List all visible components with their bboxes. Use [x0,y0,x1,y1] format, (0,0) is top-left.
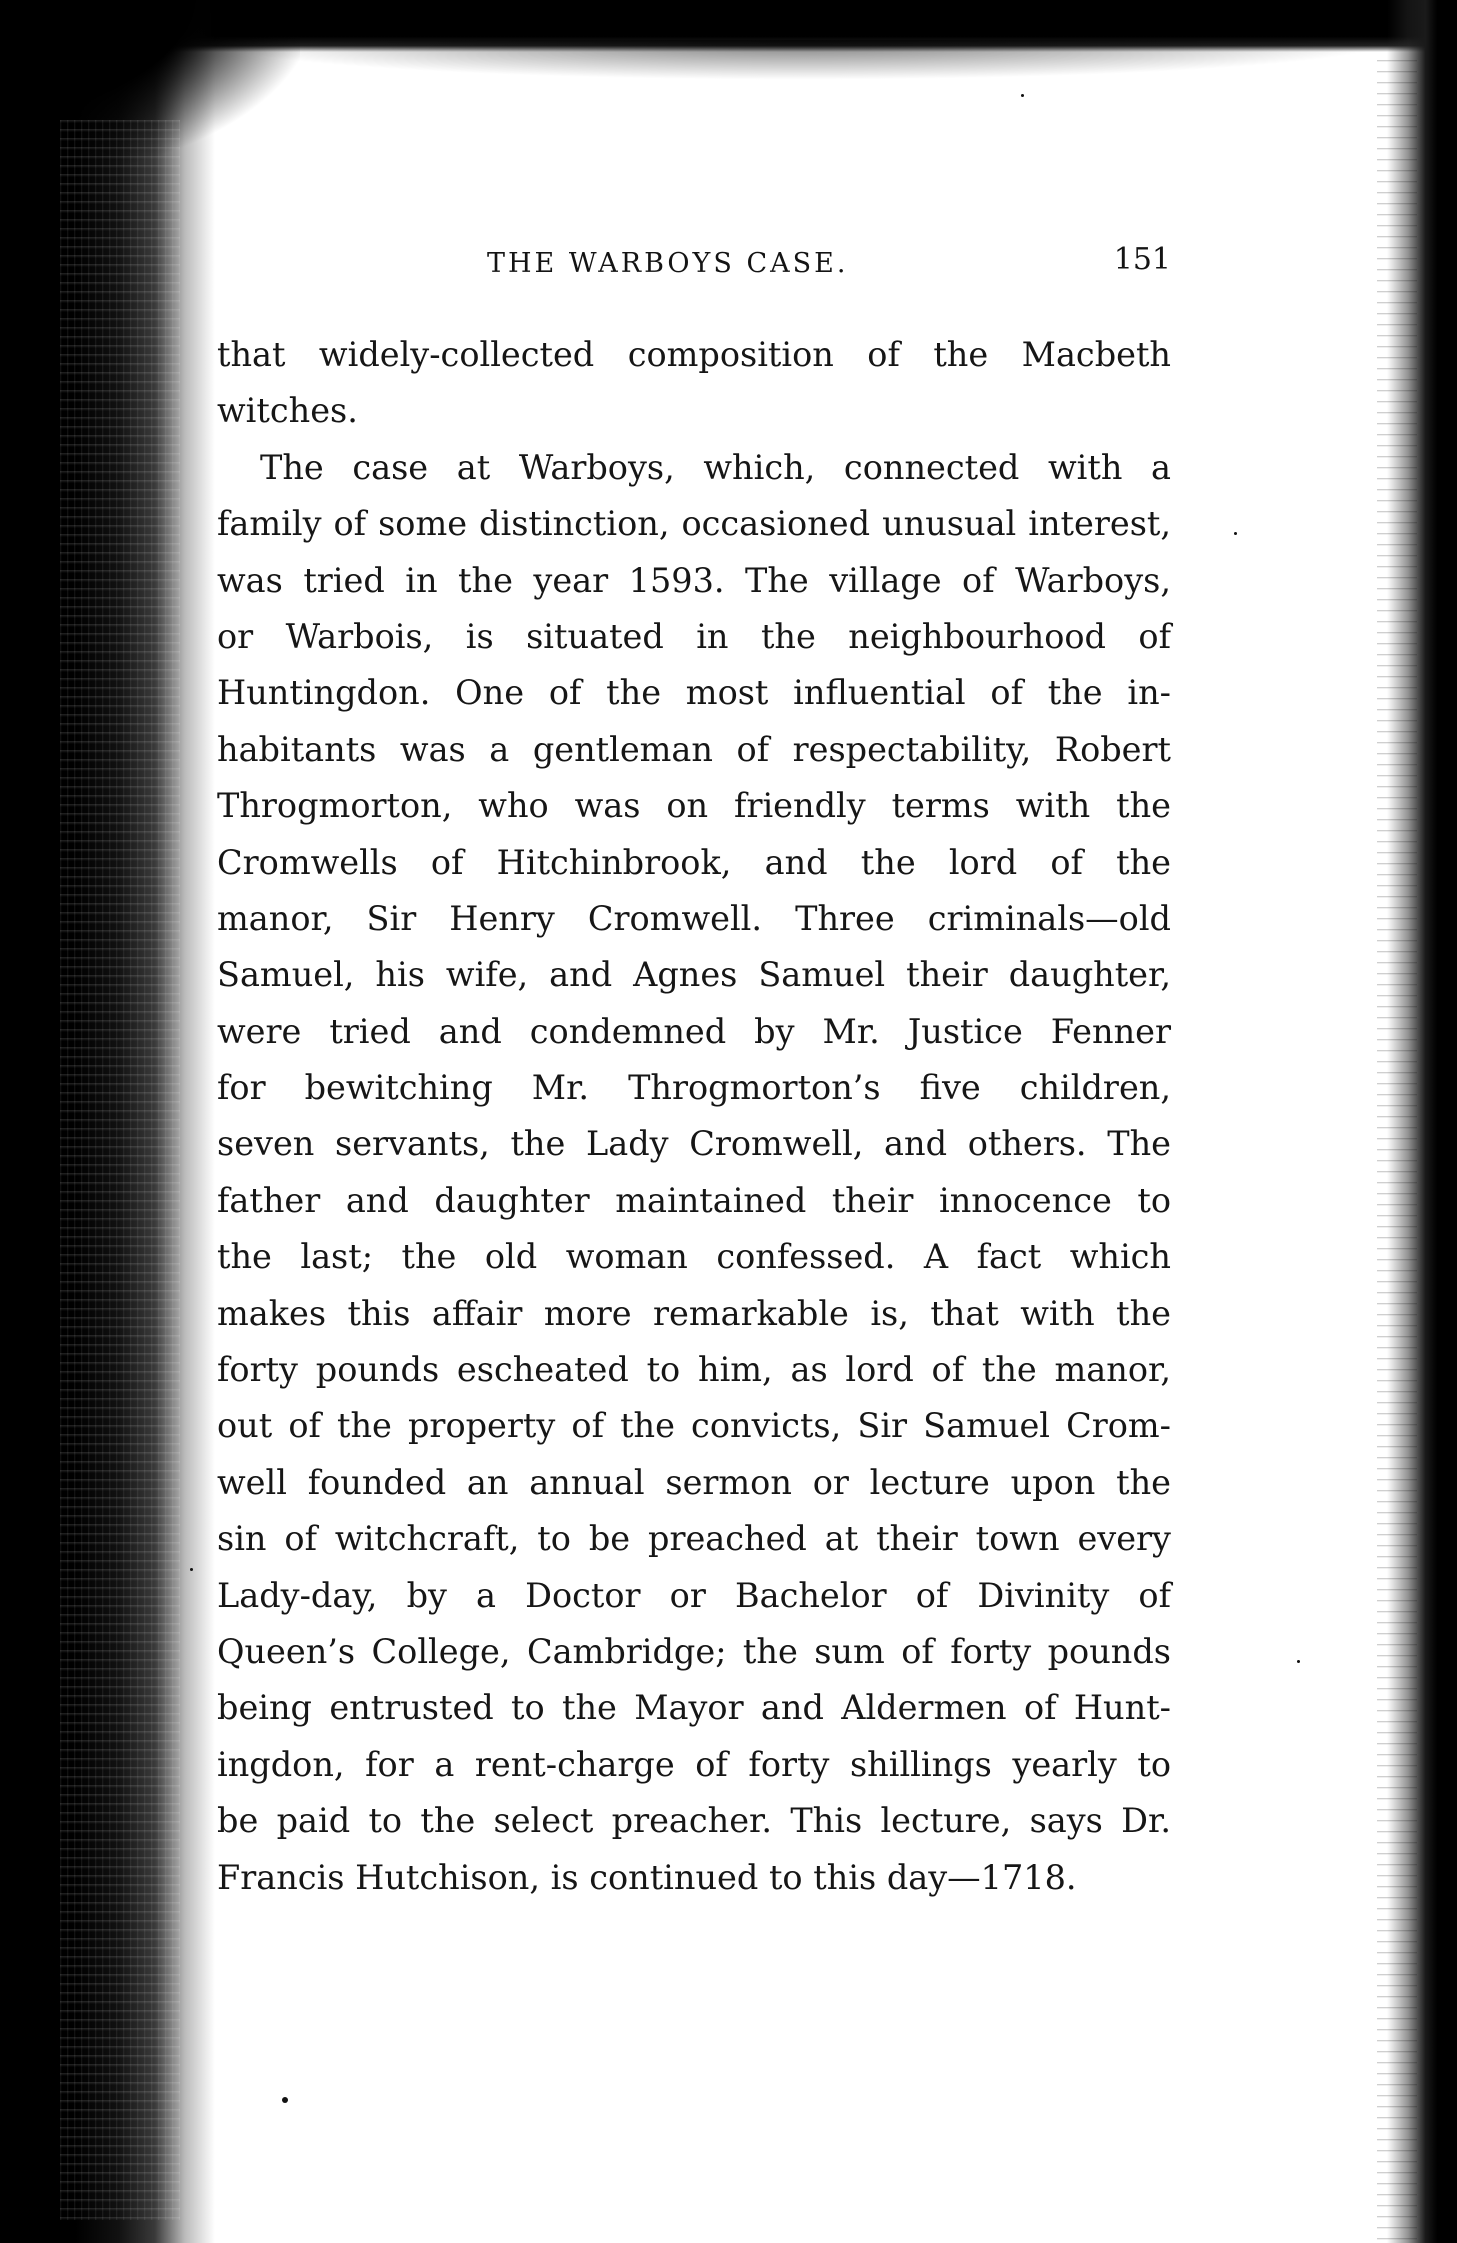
ink-speck [1021,94,1024,97]
scan-noise-right [1377,60,1417,2240]
text-line: being entrusted to the Mayor and Aldermen of Hunt- [217,1688,1171,1728]
text-line: the last; the old woman confessed. A fact which [217,1237,1171,1277]
text-line: Samuel, his wife, and Agnes Samuel their daughter, [217,955,1171,995]
text-line: well founded an annual sermon or lecture upon the [217,1462,1171,1502]
ink-speck [282,2097,288,2103]
text-line: The case at Warboys, which, connected with a [260,447,1171,487]
ink-speck [1297,1660,1300,1663]
text-line: for bewitching Mr. Throgmorton’s five children, [217,1068,1171,1108]
scan-shadow-top-fade [200,40,1400,80]
text-line: manor, Sir Henry Cromwell. Three criminals—old [217,898,1171,938]
text-line: or Warbois, is situated in the neighbourhood of [217,616,1171,656]
text-line: habitants was a gentleman of respectability, Robert [217,729,1171,769]
running-head: THE WARBOYS CASE. [487,248,849,279]
text-line: seven servants, the Lady Cromwell, and others. The [217,1124,1171,1164]
text-line: be paid to the select preacher. This lecture, says Dr. [217,1801,1171,1841]
text-line: Huntingdon. One of the most influential of the in- [217,673,1171,713]
text-line: Francis Hutchison, is continued to this day—1718. [217,1857,1077,1897]
scan-noise-binding [60,120,180,2220]
page-number: 151 [1113,242,1171,277]
text-line: out of the property of the convicts, Sir Samuel Crom- [217,1406,1171,1446]
text-line: was tried in the year 1593. The village of Warboys, [217,560,1171,600]
ink-speck [190,1568,193,1571]
text-line: forty pounds escheated to him, as lord of the manor, [217,1350,1171,1390]
text-line: were tried and condemned by Mr. Justice Fenner [217,1011,1171,1051]
text-line: that widely-collected composition of the Macbeth [217,335,1171,374]
text-line: Throgmorton, who was on friendly terms with the [217,786,1171,826]
text-line: family of some distinction, occasioned unusual interest, [217,504,1171,544]
text-line: makes this affair more remarkable is, that with the [217,1293,1171,1333]
text-line: Queen’s College, Cambridge; the sum of forty pounds [217,1631,1171,1671]
page-header [217,242,1171,292]
text-line: ingdon, for a rent-charge of forty shillings yearly to [217,1744,1171,1784]
ink-speck [1234,532,1237,535]
text-line: Cromwells of Hitchinbrook, and the lord of the [217,842,1171,882]
body-text [217,327,1171,1906]
text-line: sin of witchcraft, to be preached at their town every [217,1519,1171,1559]
text-line: Lady-day, by a Doctor or Bachelor of Divinity of [217,1575,1171,1615]
text-line: witches. [217,391,358,431]
text-line: father and daughter maintained their innocence to [217,1180,1171,1220]
